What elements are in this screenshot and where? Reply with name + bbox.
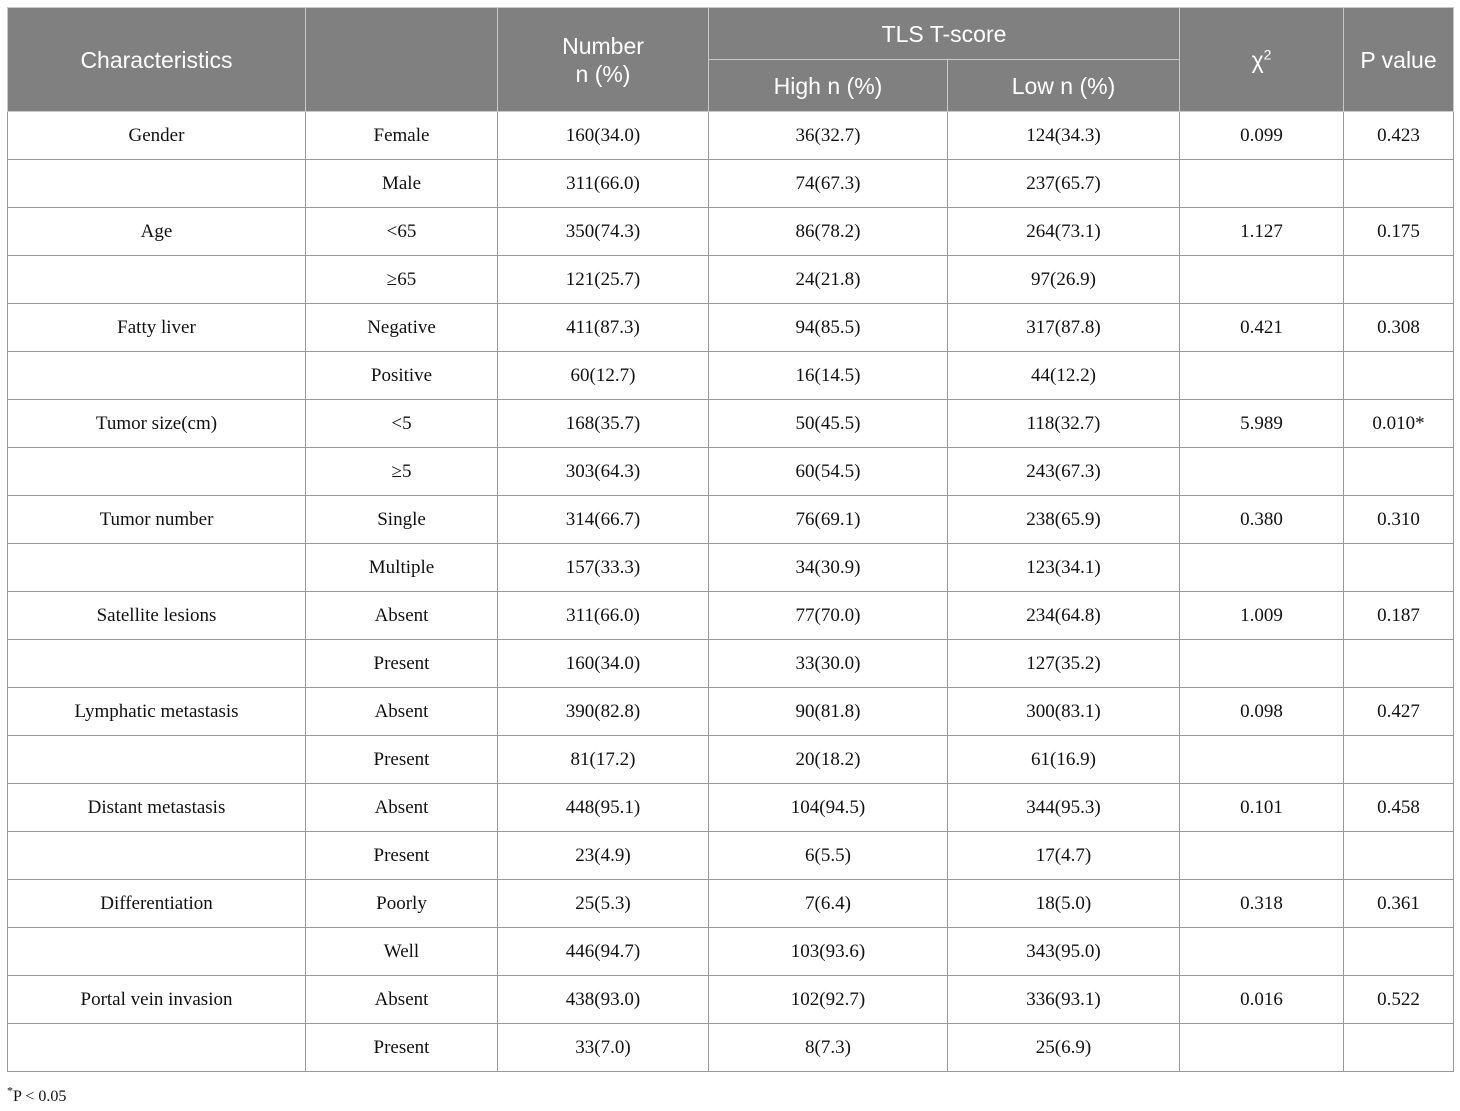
table-row [8,544,1454,592]
cell-number: 33(7.0) [498,1024,709,1072]
cell-chi-square: 0.421 [1180,304,1344,352]
cell-number: 160(34.0) [498,640,709,688]
cell-low: 118(32.7) [948,400,1180,448]
cell-low: 336(93.1) [948,976,1180,1024]
cell-low: 17(4.7) [948,832,1180,880]
cell-p-value [1344,928,1454,976]
cell-chi-square: 1.009 [1180,592,1344,640]
cell-low: 237(65.7) [948,160,1180,208]
cell-characteristic [8,1024,306,1072]
cell-chi-square [1180,160,1344,208]
cell-p-value: 0.423 [1344,112,1454,160]
cell-characteristic: Lymphatic metastasis [8,688,306,736]
cell-number: 25(5.3) [498,880,709,928]
cell-number: 446(94.7) [498,928,709,976]
table-row [8,112,1454,160]
table-row [8,688,1454,736]
cell-low: 238(65.9) [948,496,1180,544]
cell-low: 123(34.1) [948,544,1180,592]
cell-chi-square: 0.380 [1180,496,1344,544]
footnote-asterisk: * [7,1083,13,1098]
cell-characteristic [8,736,306,784]
cell-chi-square: 1.127 [1180,208,1344,256]
cell-number: 303(64.3) [498,448,709,496]
cell-p-value: 0.308 [1344,304,1454,352]
cell-category: Present [306,736,498,784]
cell-low: 124(34.3) [948,112,1180,160]
cell-p-value: 0.522 [1344,976,1454,1024]
cell-characteristic: Tumor size(cm) [8,400,306,448]
cell-low: 243(67.3) [948,448,1180,496]
cell-high: 76(69.1) [709,496,948,544]
table-row [8,256,1454,304]
cell-high: 77(70.0) [709,592,948,640]
cell-p-value [1344,160,1454,208]
cell-number: 311(66.0) [498,160,709,208]
table-row [8,352,1454,400]
cell-p-value: 0.427 [1344,688,1454,736]
cell-high: 16(14.5) [709,352,948,400]
table-row [8,592,1454,640]
cell-high: 103(93.6) [709,928,948,976]
cell-low: 343(95.0) [948,928,1180,976]
cell-high: 24(21.8) [709,256,948,304]
cell-category: ≥5 [306,448,498,496]
cell-number: 438(93.0) [498,976,709,1024]
footnote [7,1083,67,1106]
cell-number: 23(4.9) [498,832,709,880]
cell-number: 350(74.3) [498,208,709,256]
cell-low: 44(12.2) [948,352,1180,400]
table-row [8,400,1454,448]
cell-chi-square [1180,448,1344,496]
table-row [8,880,1454,928]
cell-chi-square [1180,736,1344,784]
cell-characteristic: Tumor number [8,496,306,544]
table-row [8,1024,1454,1072]
cell-p-value [1344,352,1454,400]
header-tls-group: TLS T-score [709,8,1180,60]
cell-category: Absent [306,688,498,736]
cell-low: 18(5.0) [948,880,1180,928]
cell-category: Absent [306,592,498,640]
cell-category: <65 [306,208,498,256]
table-row [8,448,1454,496]
header-characteristics: Characteristics [8,8,306,112]
header-chi-sup: 2 [1263,45,1272,62]
cell-category: Present [306,832,498,880]
cell-characteristic: Age [8,208,306,256]
cell-p-value: 0.010* [1344,400,1454,448]
cell-high: 20(18.2) [709,736,948,784]
cell-p-value [1344,736,1454,784]
cell-characteristic [8,256,306,304]
cell-category: ≥65 [306,256,498,304]
cell-characteristic: Gender [8,112,306,160]
cell-low: 317(87.8) [948,304,1180,352]
cell-number: 121(25.7) [498,256,709,304]
cell-category: Poorly [306,880,498,928]
cell-high: 6(5.5) [709,832,948,880]
cell-number: 60(12.7) [498,352,709,400]
table-row [8,640,1454,688]
cell-characteristic [8,928,306,976]
cell-category: Well [306,928,498,976]
cell-chi-square [1180,352,1344,400]
cell-chi-square [1180,1024,1344,1072]
cell-p-value [1344,832,1454,880]
cell-chi-square: 0.016 [1180,976,1344,1024]
table-row [8,496,1454,544]
cell-low: 264(73.1) [948,208,1180,256]
cell-chi-square: 5.989 [1180,400,1344,448]
cell-p-value: 0.175 [1344,208,1454,256]
cell-number: 311(66.0) [498,592,709,640]
cell-high: 94(85.5) [709,304,948,352]
header-low: Low n (%) [948,60,1180,112]
cell-low: 344(95.3) [948,784,1180,832]
cell-category: Negative [306,304,498,352]
cell-low: 300(83.1) [948,688,1180,736]
cell-high: 50(45.5) [709,400,948,448]
cell-characteristic: Distant metastasis [8,784,306,832]
cell-p-value: 0.458 [1344,784,1454,832]
cell-low: 61(16.9) [948,736,1180,784]
cell-chi-square [1180,640,1344,688]
cell-low: 234(64.8) [948,592,1180,640]
characteristics-table [7,7,1454,1072]
cell-chi-square [1180,832,1344,880]
cell-category: Multiple [306,544,498,592]
cell-number: 448(95.1) [498,784,709,832]
cell-chi-square [1180,928,1344,976]
cell-chi-square: 0.318 [1180,880,1344,928]
cell-low: 97(26.9) [948,256,1180,304]
cell-category: Present [306,1024,498,1072]
cell-characteristic: Portal vein invasion [8,976,306,1024]
header-chi-base: χ [1251,46,1264,73]
table-row [8,304,1454,352]
header-p-value: P value [1344,8,1454,112]
table-row [8,208,1454,256]
cell-category: Present [306,640,498,688]
cell-number: 390(82.8) [498,688,709,736]
cell-low: 25(6.9) [948,1024,1180,1072]
table-body [8,112,1454,1072]
cell-characteristic [8,832,306,880]
cell-p-value [1344,544,1454,592]
header-number-line1: Number [562,32,644,59]
cell-characteristic: Fatty liver [8,304,306,352]
cell-chi-square [1180,544,1344,592]
table-row [8,832,1454,880]
cell-characteristic [8,352,306,400]
cell-p-value [1344,448,1454,496]
cell-characteristic: Differentiation [8,880,306,928]
cell-characteristic [8,640,306,688]
footnote-text: P < 0.05 [13,1088,67,1105]
cell-category: Male [306,160,498,208]
cell-high: 74(67.3) [709,160,948,208]
cell-p-value [1344,256,1454,304]
table-row [8,736,1454,784]
header-category [306,8,498,112]
cell-chi-square: 0.099 [1180,112,1344,160]
cell-high: 60(54.5) [709,448,948,496]
cell-p-value: 0.310 [1344,496,1454,544]
cell-category: Absent [306,976,498,1024]
cell-characteristic [8,160,306,208]
cell-category: Female [306,112,498,160]
cell-high: 104(94.5) [709,784,948,832]
table-row [8,928,1454,976]
cell-p-value [1344,1024,1454,1072]
table-header [8,8,1454,112]
cell-chi-square: 0.098 [1180,688,1344,736]
cell-category: Positive [306,352,498,400]
cell-number: 157(33.3) [498,544,709,592]
cell-characteristic: Satellite lesions [8,592,306,640]
table-row [8,976,1454,1024]
cell-high: 86(78.2) [709,208,948,256]
cell-high: 102(92.7) [709,976,948,1024]
header-high: High n (%) [709,60,948,112]
header-number [498,8,709,112]
header-number-line2: n (%) [575,60,631,87]
cell-high: 36(32.7) [709,112,948,160]
header-chi-square [1180,8,1344,112]
table-row [8,784,1454,832]
cell-category: Absent [306,784,498,832]
cell-high: 8(7.3) [709,1024,948,1072]
cell-low: 127(35.2) [948,640,1180,688]
cell-p-value: 0.187 [1344,592,1454,640]
cell-high: 7(6.4) [709,880,948,928]
cell-number: 411(87.3) [498,304,709,352]
cell-category: Single [306,496,498,544]
cell-chi-square [1180,256,1344,304]
cell-high: 33(30.0) [709,640,948,688]
table-row [8,160,1454,208]
cell-number: 160(34.0) [498,112,709,160]
cell-number: 81(17.2) [498,736,709,784]
cell-characteristic [8,544,306,592]
cell-p-value [1344,640,1454,688]
cell-chi-square: 0.101 [1180,784,1344,832]
cell-high: 90(81.8) [709,688,948,736]
cell-number: 314(66.7) [498,496,709,544]
cell-p-value: 0.361 [1344,880,1454,928]
cell-characteristic [8,448,306,496]
cell-category: <5 [306,400,498,448]
cell-high: 34(30.9) [709,544,948,592]
cell-number: 168(35.7) [498,400,709,448]
